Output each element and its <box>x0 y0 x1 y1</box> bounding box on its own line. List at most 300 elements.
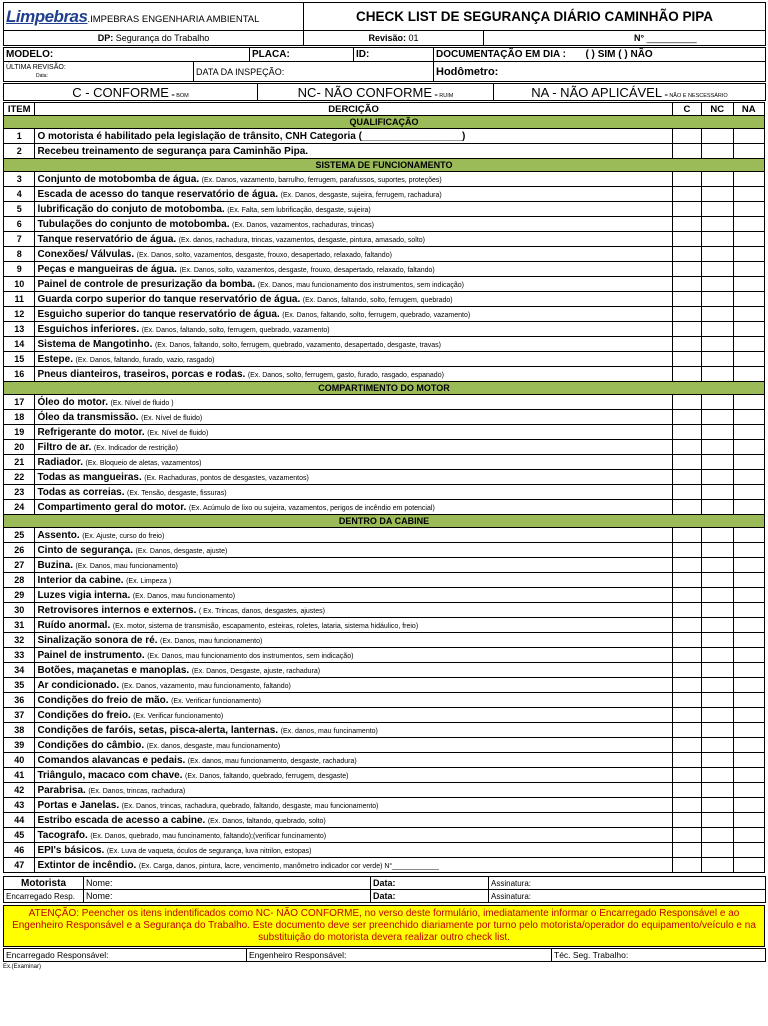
check-c-cell[interactable] <box>672 337 701 352</box>
checklist-row <box>4 470 765 485</box>
check-na-cell[interactable] <box>733 753 764 768</box>
item-main-text: EPI's básicos. <box>37 844 105 856</box>
check-na-cell[interactable] <box>733 708 764 723</box>
sim-checkbox[interactable]: ( ) <box>585 49 595 60</box>
section-header-row <box>4 116 765 129</box>
sim-label: SIM <box>597 49 616 60</box>
check-nc-cell[interactable] <box>702 528 733 543</box>
check-c-cell[interactable] <box>672 858 701 873</box>
item-description <box>35 440 672 455</box>
check-na-cell[interactable] <box>733 217 764 232</box>
checklist-row <box>4 367 765 382</box>
checklist-row <box>4 500 765 515</box>
check-nc-cell[interactable] <box>702 187 733 202</box>
check-c-cell[interactable] <box>672 588 701 603</box>
item-main-text: Guarda corpo superior do tanque reservatório de água. <box>37 293 301 305</box>
check-nc-cell[interactable] <box>702 425 733 440</box>
check-c-cell[interactable] <box>672 187 701 202</box>
item-number: 28 <box>4 573 35 588</box>
check-c-cell[interactable] <box>672 738 701 753</box>
item-description <box>35 663 672 678</box>
item-main-text: Comandos alavancas e pedais. <box>37 754 186 766</box>
check-na-cell[interactable] <box>733 202 764 217</box>
item-description <box>35 648 672 663</box>
checklist-row <box>4 753 765 768</box>
check-c-cell[interactable] <box>672 843 701 858</box>
check-nc-cell[interactable] <box>702 337 733 352</box>
item-main-text: Buzina. <box>37 559 73 571</box>
item-example-text: (Ex. Danos, faltando, solto, ferrugem, quebrado, vazamento) <box>141 326 330 334</box>
check-na-cell[interactable] <box>733 410 764 425</box>
item-example-text: (Ex. Nível de fluido) <box>147 429 209 437</box>
check-na-cell[interactable] <box>733 858 764 873</box>
checklist-row <box>4 232 765 247</box>
checklist-row <box>4 352 765 367</box>
item-main-text: Interior da cabine. <box>37 574 124 586</box>
item-example-text: (Ex. Bloqueio de aletas, vazamentos) <box>85 459 202 467</box>
check-na-cell[interactable] <box>733 470 764 485</box>
check-c-cell[interactable] <box>672 798 701 813</box>
check-c-cell[interactable] <box>672 395 701 410</box>
check-c-cell[interactable] <box>672 277 701 292</box>
check-nc-cell[interactable] <box>702 798 733 813</box>
encarregado-assinatura-field[interactable]: Assinatura: <box>489 890 766 903</box>
revision-value: 01 <box>408 33 419 43</box>
item-description <box>35 738 672 753</box>
checklist-row <box>4 573 765 588</box>
item-description <box>35 768 672 783</box>
item-example-text: (Ex. Tensão, desgaste, fissuras) <box>127 489 227 497</box>
check-na-cell[interactable] <box>733 247 764 262</box>
item-number: 10 <box>4 277 35 292</box>
checklist-row <box>4 307 765 322</box>
check-na-cell[interactable] <box>733 307 764 322</box>
check-c-cell[interactable] <box>672 367 701 382</box>
check-c-cell[interactable] <box>672 307 701 322</box>
item-number: 16 <box>4 367 35 382</box>
check-c-cell[interactable] <box>672 618 701 633</box>
check-c-cell[interactable] <box>672 425 701 440</box>
number-cell[interactable] <box>484 31 766 46</box>
check-nc-cell[interactable] <box>702 367 733 382</box>
item-main-text: Condições do freio de mão. <box>37 694 169 706</box>
check-na-cell[interactable] <box>733 723 764 738</box>
check-nc-cell[interactable] <box>702 558 733 573</box>
item-description <box>35 573 672 588</box>
check-na-cell[interactable] <box>733 663 764 678</box>
section-title: QUALIFICAÇÃO <box>4 116 765 129</box>
check-nc-cell[interactable] <box>702 307 733 322</box>
item-main-text: Pneus dianteiros, traseiros, porcas e rodas. <box>37 368 246 380</box>
item-description <box>35 500 672 515</box>
checklist-row <box>4 738 765 753</box>
id-field[interactable]: ID: <box>354 48 434 62</box>
checklist-row <box>4 187 765 202</box>
check-nc-cell[interactable] <box>702 618 733 633</box>
check-c-cell[interactable] <box>672 648 701 663</box>
check-na-cell[interactable] <box>733 232 764 247</box>
item-description <box>35 455 672 470</box>
check-nc-cell[interactable] <box>702 813 733 828</box>
item-number: 36 <box>4 693 35 708</box>
item-example-text: (Ex. danos, mau funcionamento, desgaste, rachadura) <box>187 757 357 765</box>
checklist-row <box>4 618 765 633</box>
check-c-cell[interactable] <box>672 292 701 307</box>
item-number: 40 <box>4 753 35 768</box>
modelo-field[interactable]: MODELO: <box>4 48 250 62</box>
item-number: 29 <box>4 588 35 603</box>
item-description <box>35 367 672 382</box>
checklist-row <box>4 543 765 558</box>
check-na-cell[interactable] <box>733 603 764 618</box>
check-c-cell[interactable] <box>672 783 701 798</box>
check-nc-cell[interactable] <box>702 485 733 500</box>
check-c-cell[interactable] <box>672 813 701 828</box>
check-na-cell[interactable] <box>733 693 764 708</box>
item-main-text: Tubulações do conjunto de motobomba. <box>37 218 230 230</box>
check-c-cell[interactable] <box>672 440 701 455</box>
item-main-text: Recebeu treinamento de segurança para Caminhão Pipa. <box>37 145 309 157</box>
checklist-row <box>4 828 765 843</box>
item-main-text: Cinto de segurança. <box>37 544 134 556</box>
check-nc-cell[interactable] <box>702 678 733 693</box>
check-na-cell[interactable] <box>733 828 764 843</box>
check-na-cell[interactable] <box>733 648 764 663</box>
check-c-cell[interactable] <box>672 663 701 678</box>
item-description <box>35 232 672 247</box>
col-na: NA <box>733 103 764 116</box>
check-na-cell[interactable] <box>733 292 764 307</box>
check-c-cell[interactable] <box>672 768 701 783</box>
revision-cell <box>304 31 484 46</box>
item-description <box>35 633 672 648</box>
item-main-text: Luzes vigia interna. <box>37 589 131 601</box>
item-example-text: (Ex. Danos, faltando, solto, ferrugem, quebrado, vazamento) <box>282 311 471 319</box>
check-c-cell[interactable] <box>672 678 701 693</box>
item-number: 38 <box>4 723 35 738</box>
check-na-cell[interactable] <box>733 425 764 440</box>
section-title: DENTRO DA CABINE <box>4 515 765 528</box>
item-description <box>35 543 672 558</box>
check-c-cell[interactable] <box>672 753 701 768</box>
check-na-cell[interactable] <box>733 187 764 202</box>
check-nc-cell[interactable] <box>702 470 733 485</box>
check-nc-cell[interactable] <box>702 603 733 618</box>
checklist-row <box>4 395 765 410</box>
check-c-cell[interactable] <box>672 470 701 485</box>
encarregado-label: Encarregado Resp. <box>4 890 84 903</box>
check-na-cell[interactable] <box>733 813 764 828</box>
check-nc-cell[interactable] <box>702 232 733 247</box>
item-example-text: (Ex. Danos, solto, vazamentos, desgaste, frouxo, desapertado, relaxado, faltando) <box>136 251 392 259</box>
checklist-row <box>4 410 765 425</box>
item-example-text: (Ex. Danos, vazamento, barrulho, ferrugem, parafussos, suportes, proteções) <box>201 176 442 184</box>
check-nc-cell[interactable] <box>702 202 733 217</box>
checklist-row <box>4 693 765 708</box>
item-main-text: Botões, maçanetas e manoplas. <box>37 664 190 676</box>
item-example-text: (Ex. Danos, Desgaste, ajuste, rachadura) <box>191 667 321 675</box>
item-description <box>35 247 672 262</box>
dp-value: Segurança do Trabalho <box>115 33 210 43</box>
check-na-cell[interactable] <box>733 322 764 337</box>
item-main-text: Escada de acesso do tanque reservatório de água. <box>37 188 279 200</box>
check-c-cell[interactable] <box>672 573 701 588</box>
vehicle-info-table <box>3 47 766 82</box>
check-nc-cell[interactable] <box>702 500 733 515</box>
item-number: 7 <box>4 232 35 247</box>
number-field[interactable]: __________ <box>646 33 697 43</box>
item-example-text: (Ex. Verificar funcionamento) <box>133 712 224 720</box>
check-nc-cell[interactable] <box>702 322 733 337</box>
check-na-cell[interactable] <box>733 543 764 558</box>
data-inspecao-field[interactable] <box>194 62 434 82</box>
check-c-cell[interactable] <box>672 202 701 217</box>
check-na-cell[interactable] <box>733 843 764 858</box>
tecnico-seguranca-field[interactable]: Téc. Seg. Trabalho: <box>552 949 766 962</box>
item-number: 45 <box>4 828 35 843</box>
check-c-cell[interactable] <box>672 485 701 500</box>
check-c-cell[interactable] <box>672 455 701 470</box>
item-description <box>35 723 672 738</box>
item-main-text: Extintor de incêndio. <box>37 859 137 871</box>
check-na-cell[interactable] <box>733 618 764 633</box>
item-number: 9 <box>4 262 35 277</box>
warning-text: ATENÇÃO: Peencher os itens indentificados como NC- NÃO CONFORME, no verso deste formulário, imediatamente informar o Encarregado Responsável e ao Engenheiro Responsável e a Segurança do Trabalho. Este documento deve ser preenchido diariamente por turno pelo motorista/operador do equipamento/veículo e na substituição do motorista devera realizar outro check list. <box>4 906 765 947</box>
item-number: 1 <box>4 129 35 144</box>
item-example-text: (Ex. Danos, vazamentos, rachaduras, trincas) <box>231 221 374 229</box>
dp-label: DP: <box>97 33 114 43</box>
item-number: 43 <box>4 798 35 813</box>
ultima-revisao-field[interactable] <box>4 62 194 82</box>
check-c-cell[interactable] <box>672 217 701 232</box>
nao-label: NÃO <box>630 49 653 60</box>
check-na-cell[interactable] <box>733 337 764 352</box>
item-main-text: Radiador. <box>37 456 84 468</box>
item-number: 2 <box>4 144 35 159</box>
section-header-row <box>4 159 765 172</box>
check-nc-cell[interactable] <box>702 693 733 708</box>
documentacao-label: DOCUMENTAÇÃO EM DIA : <box>436 49 566 60</box>
check-c-cell[interactable] <box>672 693 701 708</box>
check-na-cell[interactable] <box>733 172 764 187</box>
check-na-cell[interactable] <box>733 500 764 515</box>
hodometro-field[interactable]: Hodômetro: <box>434 62 766 82</box>
documentacao-field[interactable] <box>434 48 766 62</box>
encarregado-nome-field[interactable]: Nome: <box>84 890 371 903</box>
check-nc-cell[interactable] <box>702 455 733 470</box>
item-description <box>35 485 672 500</box>
item-description <box>35 292 672 307</box>
checklist-row <box>4 172 765 187</box>
check-c-cell[interactable] <box>672 500 701 515</box>
signature-table <box>3 876 766 903</box>
check-c-cell[interactable] <box>672 543 701 558</box>
check-nc-cell[interactable] <box>702 172 733 187</box>
check-c-cell[interactable] <box>672 247 701 262</box>
col-nc: NC <box>702 103 733 116</box>
item-example-text: (Ex. Danos, mau funcionamento) <box>160 637 263 645</box>
check-nc-cell[interactable] <box>702 395 733 410</box>
check-nc-cell[interactable] <box>702 843 733 858</box>
check-nc-cell[interactable] <box>702 783 733 798</box>
check-na-cell[interactable] <box>733 440 764 455</box>
check-c-cell[interactable] <box>672 723 701 738</box>
check-nc-cell[interactable] <box>702 648 733 663</box>
checklist-row <box>4 129 765 144</box>
check-nc-cell[interactable] <box>702 129 733 144</box>
check-na-cell[interactable] <box>733 395 764 410</box>
col-descricao: DERCIÇÃO <box>35 103 672 116</box>
checklist-page <box>3 2 765 970</box>
check-nc-cell[interactable] <box>702 858 733 873</box>
item-number: 17 <box>4 395 35 410</box>
item-main-text: Condições do câmbio. <box>37 739 145 751</box>
check-na-cell[interactable] <box>733 573 764 588</box>
placa-field[interactable]: PLACA: <box>250 48 354 62</box>
check-nc-cell[interactable] <box>702 633 733 648</box>
item-example-text: (Ex. Verificar funcionamento) <box>171 697 261 705</box>
warning-table <box>3 905 765 947</box>
item-description <box>35 618 672 633</box>
check-c-cell[interactable] <box>672 633 701 648</box>
legend-table <box>3 83 766 101</box>
check-c-cell[interactable] <box>672 708 701 723</box>
motorista-nome-field[interactable]: Nome: <box>84 877 371 890</box>
item-example-text: (Ex. Rachaduras, pontos de desgastes, vazamentos) <box>144 474 309 482</box>
item-example-text: (Ex. Danos, mau funcionamento) <box>75 562 178 570</box>
check-nc-cell[interactable] <box>702 262 733 277</box>
checklist-row <box>4 633 765 648</box>
item-number: 47 <box>4 858 35 873</box>
check-na-cell[interactable] <box>733 738 764 753</box>
item-description <box>35 277 672 292</box>
check-na-cell[interactable] <box>733 277 764 292</box>
check-c-cell[interactable] <box>672 232 701 247</box>
item-number: 8 <box>4 247 35 262</box>
check-na-cell[interactable] <box>733 678 764 693</box>
item-main-text: Ar condicionado. <box>37 679 120 691</box>
check-nc-cell[interactable] <box>702 144 733 159</box>
check-nc-cell[interactable] <box>702 768 733 783</box>
check-na-cell[interactable] <box>733 558 764 573</box>
check-nc-cell[interactable] <box>702 543 733 558</box>
check-c-cell[interactable] <box>672 410 701 425</box>
check-nc-cell[interactable] <box>702 573 733 588</box>
check-c-cell[interactable] <box>672 558 701 573</box>
item-description <box>35 217 672 232</box>
check-na-cell[interactable] <box>733 262 764 277</box>
item-example-text: (Ex. Danos, faltando, furado, vazio, rasgado) <box>75 356 215 364</box>
motorista-data-field[interactable]: Data: <box>371 877 489 890</box>
checklist-row <box>4 247 765 262</box>
check-c-cell[interactable] <box>672 322 701 337</box>
legend-nao-conforme: NC- NÃO CONFORME = RUIM <box>258 84 494 101</box>
check-na-cell[interactable] <box>733 528 764 543</box>
check-nc-cell[interactable] <box>702 708 733 723</box>
check-nc-cell[interactable] <box>702 352 733 367</box>
item-example-text: (Ex. Danos, vazamento, mau funcionamento, faltando) <box>121 682 291 690</box>
check-na-cell[interactable] <box>733 352 764 367</box>
item-description <box>35 202 672 217</box>
item-number: 34 <box>4 663 35 678</box>
item-example-text: (Ex. Nível de fluido ) <box>110 399 174 407</box>
check-na-cell[interactable] <box>733 783 764 798</box>
item-example-text: (Ex. Danos, faltando, quebrado, ferrugem, desgaste) <box>185 772 349 780</box>
check-na-cell[interactable] <box>733 798 764 813</box>
checklist-row <box>4 678 765 693</box>
check-c-cell[interactable] <box>672 828 701 843</box>
item-description <box>35 172 672 187</box>
check-c-cell[interactable] <box>672 528 701 543</box>
check-nc-cell[interactable] <box>702 292 733 307</box>
checklist-row <box>4 723 765 738</box>
item-example-text: (Ex. Ajuste, curso do freio) <box>82 532 165 540</box>
checklist-row <box>4 588 765 603</box>
check-na-cell[interactable] <box>733 144 764 159</box>
item-description <box>35 603 672 618</box>
check-nc-cell[interactable] <box>702 440 733 455</box>
check-nc-cell[interactable] <box>702 723 733 738</box>
item-example-text: (Ex. Danos, desgaste, sujeira, ferrugem, rachadura) <box>280 191 442 199</box>
encarregado-responsavel-field[interactable]: Encarregado Responsável: <box>4 949 247 962</box>
checklist-header-row <box>4 103 765 116</box>
document-title: CHECK LIST DE SEGURANÇA DIÁRIO CAMINHÃO PIPA <box>304 3 766 31</box>
checklist-row <box>4 783 765 798</box>
check-nc-cell[interactable] <box>702 828 733 843</box>
item-main-text: Óleo da transmissão. <box>37 411 139 423</box>
check-nc-cell[interactable] <box>702 410 733 425</box>
item-example-text: (Ex. Nível de fluido) <box>141 414 203 422</box>
number-label: N° <box>634 33 645 43</box>
item-main-text: Óleo do motor. <box>37 396 108 408</box>
check-nc-cell[interactable] <box>702 588 733 603</box>
check-nc-cell[interactable] <box>702 738 733 753</box>
check-c-cell[interactable] <box>672 262 701 277</box>
check-na-cell[interactable] <box>733 588 764 603</box>
check-nc-cell[interactable] <box>702 663 733 678</box>
check-na-cell[interactable] <box>733 367 764 382</box>
check-na-cell[interactable] <box>733 129 764 144</box>
item-number: 30 <box>4 603 35 618</box>
nao-checkbox[interactable]: ( ) <box>618 49 628 60</box>
motorista-assinatura-field[interactable]: Assinatura: <box>489 877 766 890</box>
check-c-cell[interactable] <box>672 144 701 159</box>
check-na-cell[interactable] <box>733 768 764 783</box>
check-c-cell[interactable] <box>672 172 701 187</box>
check-na-cell[interactable] <box>733 455 764 470</box>
checklist-row <box>4 425 765 440</box>
item-number: 23 <box>4 485 35 500</box>
check-nc-cell[interactable] <box>702 277 733 292</box>
check-nc-cell[interactable] <box>702 753 733 768</box>
col-c: C <box>672 103 701 116</box>
item-number: 26 <box>4 543 35 558</box>
item-main-text: Portas e Janelas. <box>37 799 120 811</box>
item-example-text: (Ex. Danos, faltando, solto, ferrugem, quebrado) <box>302 296 453 304</box>
revision-label: Revisão: <box>368 33 406 43</box>
check-na-cell[interactable] <box>733 633 764 648</box>
check-c-cell[interactable] <box>672 603 701 618</box>
engenheiro-responsavel-field[interactable]: Engenheiro Responsável: <box>247 949 552 962</box>
check-nc-cell[interactable] <box>702 217 733 232</box>
footer-signature-table <box>3 948 766 962</box>
check-na-cell[interactable] <box>733 485 764 500</box>
check-nc-cell[interactable] <box>702 247 733 262</box>
check-c-cell[interactable] <box>672 352 701 367</box>
item-number: 3 <box>4 172 35 187</box>
check-c-cell[interactable] <box>672 129 701 144</box>
encarregado-data-field[interactable]: Data: <box>371 890 489 903</box>
